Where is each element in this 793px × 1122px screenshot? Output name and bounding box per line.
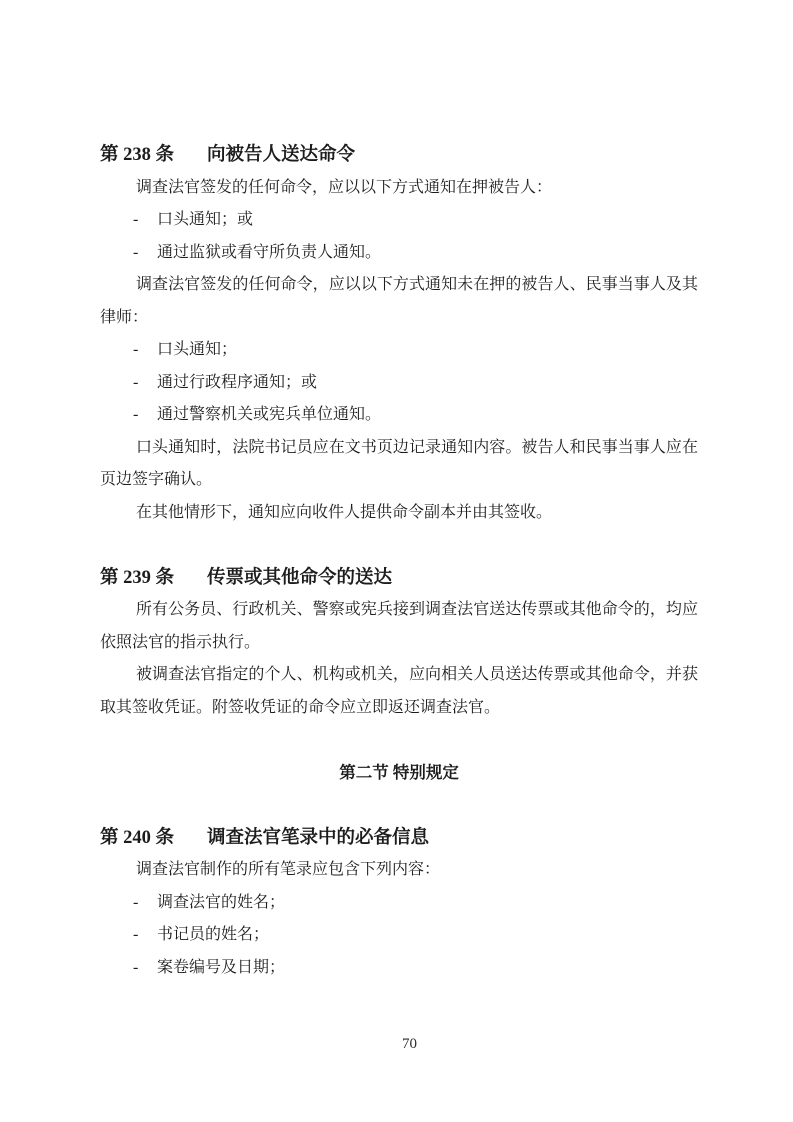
list-item-text: 调查法官的姓名；	[157, 893, 286, 911]
paragraph: 调查法官制作的所有笔录应包含下列内容：	[136, 861, 441, 878]
paragraph: 调查法官签发的任何命令，应以以下方式通知在押被告人：	[136, 178, 553, 196]
list-item	[100, 919, 698, 952]
list-item	[100, 952, 698, 985]
list-dash: -	[133, 211, 139, 228]
list-dash: -	[133, 243, 139, 261]
list-item-text: 通过监狱或看守所负责人通知。	[157, 243, 382, 261]
list-item	[100, 887, 698, 920]
article-heading	[100, 139, 698, 172]
article-title: 传票或其他命令的送达	[207, 567, 393, 588]
paragraph: 口头通知时，法院书记员应在文书页边记录通知内容。被告人和民事当事人应在页边签字确认。	[100, 438, 698, 488]
paragraph: 在其他情形下，通知应向收件人提供命令副本并由其签收。	[136, 503, 553, 521]
page-number: 70	[402, 1036, 417, 1052]
list-dash: -	[133, 373, 139, 391]
list-item-text: 通过警察机关或宪兵单位通知。	[157, 406, 382, 423]
article-number: 第 239 条	[100, 567, 175, 588]
article-title: 调查法官笔录中的必备信息	[207, 827, 430, 848]
list-item	[100, 204, 698, 237]
paragraph: 被调查法官指定的个人、机构或机关，应向相关人员送达传票或其他命令，并获取其签收凭证。附签收凭证的命令应立即返还调查法官。	[100, 666, 698, 716]
article-number: 第 238 条	[100, 145, 175, 165]
paragraph: 调查法官签发的任何命令，应以以下方式通知未在押的被告人、民事当事人及其律师：	[100, 276, 698, 326]
paragraph: 所有公务员、行政机关、警察或宪兵接到调查法官送达传票或其他命令的，均应依照法官的指示执行。	[100, 601, 698, 651]
article-heading	[100, 822, 698, 855]
document-content	[100, 139, 698, 984]
list-dash: -	[133, 926, 139, 943]
list-item-text: 口头通知；或	[157, 211, 254, 228]
list-dash: -	[133, 893, 139, 911]
section-heading: 第二节 特别规定	[339, 762, 459, 782]
list-item	[100, 237, 698, 270]
list-item	[100, 399, 698, 432]
list-dash: -	[133, 958, 139, 976]
list-dash: -	[133, 406, 139, 423]
article-heading	[100, 562, 698, 595]
list-item	[100, 367, 698, 400]
article-title: 向被告人送达命令	[207, 145, 356, 165]
list-item-text: 书记员的姓名；	[157, 926, 270, 943]
list-item-text: 案卷编号及日期；	[157, 958, 286, 976]
list-item-text: 口头通知；	[157, 341, 238, 358]
list-dash: -	[133, 341, 139, 358]
list-item-text: 通过行政程序通知；或	[157, 373, 318, 391]
article-number: 第 240 条	[100, 827, 175, 848]
list-item	[100, 334, 698, 367]
